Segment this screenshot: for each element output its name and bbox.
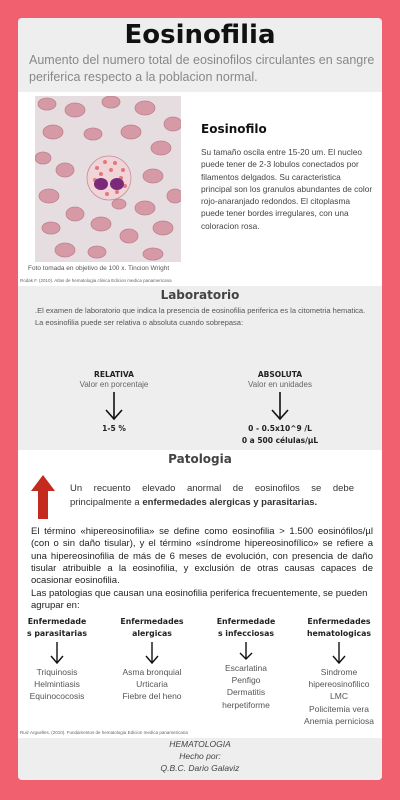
group-infecciosas [208, 616, 284, 711]
relativa-heading: RELATIVA [94, 370, 134, 379]
down-arrow-icon [270, 391, 290, 421]
group-heading-line1: Enfermedades [120, 617, 184, 626]
photo-reference: Rodak F. (2010). Atlas de hematologia clinica Edicion medica panamericana [20, 278, 172, 283]
relativa-value: 1-5 % [102, 424, 126, 433]
laboratorio-title: Laboratorio [160, 288, 240, 302]
patologia-reference: Ruiz Arguelles. (2010). Fundamentos de hematologia Edicion medica panamericana [20, 730, 188, 735]
list-item: Urticaria [136, 679, 168, 690]
list-item: Escarlatina [224, 663, 268, 673]
absoluta-column [214, 370, 346, 447]
group-heading-line2: hematologicas [306, 629, 372, 638]
group-heading-line1: Enfermedades [307, 617, 371, 626]
list-item: Dermatitis [226, 687, 266, 698]
list-item: Penfigo [231, 675, 261, 686]
down-arrow-icon [331, 641, 347, 665]
list-item: Equinococosis [29, 691, 85, 702]
group-heading-line1: Enfermedade [216, 617, 276, 626]
down-arrow-icon [144, 641, 160, 665]
patologia-grouping: Las patologias que causan una eosinofilia periferica frecuentemente, se pueden agrupar en: [31, 588, 368, 611]
eosinophil-description: Su tamaño oscila entre 15-20 um. El nucleo puede tener de 2-3 lobulos conectados por filamentos delgados. Su caracteristica principal son los granulos abundantes de color rojo-anaranjado redondos. El citoplasma puede tener bordes irregulares, con una coloracion rosa. [201, 147, 373, 231]
group-heading-line2: s parasitarias [26, 629, 88, 638]
eosinophil-title: Eosinofilo [201, 122, 267, 136]
list-item: hipereosinofilico [308, 679, 370, 690]
infographic-card [18, 18, 382, 780]
patologia-lead-text: Un recuento elevado anormal de eosinofilos se debe principalmente a [70, 483, 354, 508]
absoluta-value-cells: 0 a 500 células/µL [241, 436, 319, 445]
patologia-lead [70, 482, 354, 510]
list-item: herpetiforme [222, 699, 270, 710]
page-title: Eosinofilia [124, 20, 276, 50]
down-arrow-icon [238, 641, 254, 661]
laboratorio-section [18, 286, 382, 450]
patologia-lead-bold: enfermedades alergicas y parasitarias. [142, 497, 318, 508]
relativa-sub: Valor en porcentaje [79, 380, 149, 389]
list-item: Fiebre del heno [122, 691, 182, 702]
footer [18, 738, 382, 780]
page-subtitle: Aumento del numero total de eosinofilos circulantes en sangre periferica respecto a la poblacion normal. [29, 53, 375, 84]
relativa-column [54, 370, 174, 435]
absoluta-value-units: 0 - 0.5x10^9 /L [248, 424, 312, 433]
group-hematologicas [298, 616, 380, 727]
up-arrow-icon [30, 474, 56, 520]
group-alergicas [112, 616, 192, 703]
group-heading-line2: s infecciosas [217, 629, 275, 638]
patologia-title: Patologia [168, 452, 232, 466]
footer-madeby: Hecho por: [179, 751, 221, 761]
hipereosinofilia-definition: El término «hipereosinofilia» se define como eosinofilia > 1.500 eosinófilos/µl (con o sin daño tisular), y el término «síndrome hipereosinofílico» se refiere a una hipereosinofilia de más de 6 meses de evolución, con presencia de daño tisular atribuible a la eosinofilia, y exclusión de otras causas capaces de ocasionar eosinofilia. [31, 526, 373, 587]
footer-author: Q.B.C. Dario Galaviz [160, 763, 240, 773]
down-arrow-icon [104, 391, 124, 421]
group-heading-line2: alergicas [132, 629, 172, 638]
list-item: LMC [330, 691, 348, 702]
down-arrow-icon [49, 641, 65, 665]
list-item: Anemia perniciosa [304, 715, 374, 726]
header-section [18, 18, 382, 92]
list-item: Asma bronquial [122, 667, 182, 677]
eosinophil-photo [35, 96, 181, 262]
group-heading-line1: Enfermedade [27, 617, 87, 626]
footer-subject: HEMATOLOGIA [169, 739, 231, 749]
group-parasitarias [20, 616, 94, 703]
absoluta-heading: ABSOLUTA [257, 370, 303, 379]
list-item: Policitemia vera [309, 703, 369, 714]
photo-caption: Foto tomada en objetivo de 100 x. Tincion Wright [28, 265, 170, 272]
list-item: Helmintiasis [34, 679, 80, 690]
list-item: Sindrome [320, 667, 358, 677]
list-item: Triquinosis [36, 667, 78, 677]
absoluta-sub: Valor en unidades [248, 380, 312, 389]
laboratorio-intro: .El examen de laboratorio que indica la presencia de eosinofilia periferica es la citometria hematica. La eosinofilia puede ser relativa o absoluta cuando sobrepasa: [35, 306, 366, 327]
blood-smear-image [35, 96, 181, 262]
